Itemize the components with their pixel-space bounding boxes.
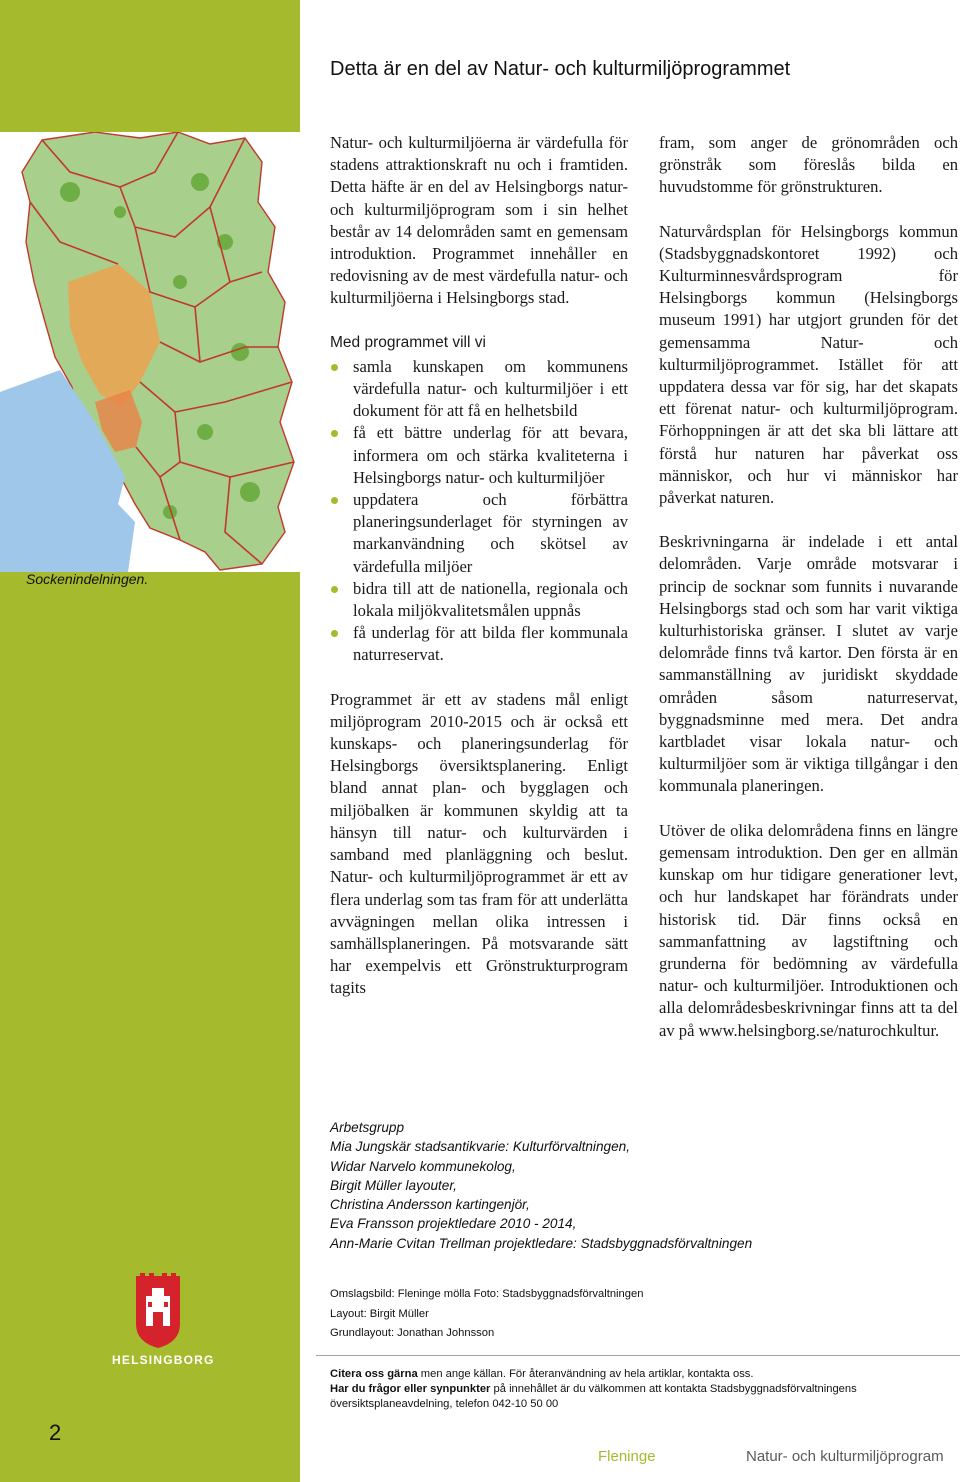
body-paragraph: fram, som anger de grönområden och grönstråk som föreslås bilda en huvudstomme för grönstrukturen. [659,133,958,197]
page-title: Detta är en del av Natur- och kulturmiljöprogrammet [330,58,791,80]
note-text: men ange källan. För återanvändning av hela artiklar, kontakta oss. [417,1368,754,1380]
citation-note [330,1367,960,1412]
credit-line: Ann-Marie Cvitan Trellman projektledare: Stadsbyggnadsförvaltningen [330,1235,753,1251]
intro-paragraph: Natur- och kulturmiljöerna är värdefulla för stadens attraktionskraft nu och i framtiden. Detta häfte är en del av Helsingborgs natur- och kulturmiljöprogram som i sin helhet består av 14 delområden samt en gemensam introduktion. Programmet innehåller en redovisning av de mest värdefulla natur- och kulturmiljöerna i Helsingborgs stad. [330,133,628,308]
text-column-2 [659,132,958,1064]
bullet-icon [331,630,338,637]
colophon-line: Omslagsbild: Fleninge mölla Foto: Stadsbyggnadsförvaltningen [330,1288,644,1300]
list-item: samla kunskapen om kommunens värdefulla natur- och kulturmiljöer i ett dokument för att få en helhetsbild [330,356,628,423]
footer-program: Natur- och kulturmiljöprogram [746,1448,944,1465]
list-item: få underlag för att bilda fler kommunala naturreservat. [330,622,628,666]
list-item: få ett bättre underlag för att bevara, informera om och stärka kvaliteterna i Helsingborgs natur- och kulturmiljöer [330,422,628,489]
bullet-icon [331,586,338,593]
credit-line: Birgit Müller layouter, [330,1177,457,1193]
footer-section: Fleninge [598,1448,656,1465]
parish-map [0,132,300,572]
helsingborg-logo [112,1272,204,1357]
credit-line: Eva Fransson projektledare 2010 - 2014, [330,1216,577,1232]
colophon [330,1285,643,1344]
crest-icon [112,1272,204,1352]
bullet-icon [331,364,338,371]
bullet-icon [331,430,338,437]
body-paragraph: Programmet är ett av stadens mål enligt miljöprogram 2010-2015 och är också ett kunskaps- och planeringsunderlag för Helsingborgs översiktsplanering. Enligt bland annat plan- och bygglagen och miljöbalken är kommunen skyldig att ta hänsyn till natur- och kulturvärden i samband med planläggning och beslut. Natur- och kulturmiljöprogrammet är ett av flera underlag som tas fram för att underlätta avvägningen mellan olika intressen i samhällsplaneringen. På motsvarande sätt har exempelvis ett Grönstrukturprogram tagits [330,689,628,998]
colophon-line: Grundlayout: Jonathan Johnsson [330,1327,495,1340]
map-caption: Sockenindelningen. [26,571,149,587]
body-paragraph: Naturvårdsplan för Helsingborgs kommun (Stadsbyggnadskontoret 1992) och Kulturminnesvårdsprogram för Helsingborgs kommun (Helsingborgs museum 1991) har utgjort grunden för det gemensamma Natur- och kulturmiljöprogrammet. Istället för att uppdatera dessa var för sig, har det skapats ett förenat natur- och kulturmiljöprogram. Förhoppningen är att det ska bli lättare att förstå hur naturen har påverkat oss människor, och hur vi människor har påverkat naturen. [659,221,958,508]
logo-wordmark: HELSINGBORG [112,1353,215,1367]
list-item: bidra till att de nationella, regionala och lokala miljökvalitetsmålen uppnås [330,578,628,622]
note-bold: Citera oss gärna [330,1368,418,1380]
page-number: 2 [49,1420,62,1445]
credits-heading: Arbetsgrupp [330,1120,405,1135]
goals-heading: Med programmet vill vi [330,333,486,351]
note-bold: Har du frågor eller synpunkter [330,1383,491,1395]
bullet-icon [331,497,338,504]
body-paragraph: Utöver de olika delområdena finns en längre gemensam introduktion. Den ger en allmän kunskap om hur tidigare generationer levt, och hur landskapet har förändrats under historisk tid. Där finns också en sammanfattning av lagstiftning och grunderna för bedömning av värdefulla natur- och kulturmiljöer. Introduktionen och alla delområdesbeskrivningar finns att ta del av på www.helsingborg.se/naturochkultur. [659,820,958,1040]
colophon-line: Layout: Birgit Müller [330,1307,429,1320]
credit-line: Widar Narvelo kommunekolog, [330,1158,516,1174]
credit-line: Mia Jungskär stadsantikvarie: Kulturförvaltningen, [330,1139,630,1155]
goals-list [330,356,628,667]
text-column-1 [330,132,628,1022]
note-text: på innehållet är du välkommen att kontakta Stadsbyggnadsförvaltningens översiktsplaneavdelning, telefon 042-10 50 00 [330,1383,857,1410]
list-item: uppdatera och förbättra planeringsunderlaget för styrningen av markanvändning och skötsel av värdefulla miljöer [330,489,628,578]
map-image [0,132,300,572]
work-group-credits [330,1118,752,1253]
body-paragraph: Beskrivningarna är indelade i ett antal delområden. Varje område motsvarar i princip de socknar som funnits i nuvarande Helsingborgs stad och som har varit viktiga kulturhistoriska gränser. I slutet av varje delområde finns två kartor. Den första är en sammanställning av juridiskt skyddade områden såsom naturreservat, byggnadsminne med mera. Det andra kartbladet visar lokala natur- och kulturmiljöer som är viktiga tillgångar i den kommunala planeringen. [659,532,958,796]
credit-line: Christina Andersson kartingenjör, [330,1197,530,1213]
divider [316,1355,960,1356]
